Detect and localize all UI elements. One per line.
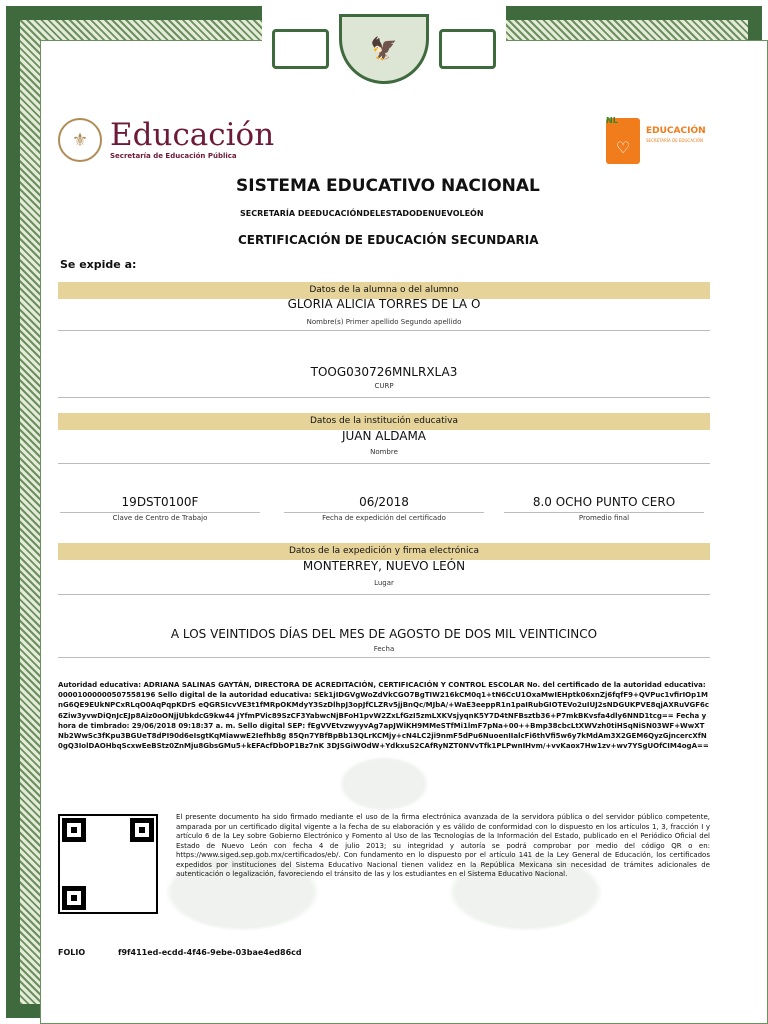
sep-logo-word: Educación [110,117,275,153]
se-expide-label: Se expide a: [60,258,137,271]
ornament-left-icon [272,29,329,69]
sep-emblem-icon: ⚜ [58,118,102,162]
date-label: Fecha [373,645,395,653]
divider [58,463,710,464]
institution-section-band: Datos de la institución educativa [58,413,710,430]
student-name-label: Nombre(s) Primer apellido Segundo apellido [306,318,462,326]
authority-signature-block: Autoridad educativa: ADRIANA SALINAS GAYTÁN, DIRECTORA DE ACREDITACIÓN, CERTIFICACIÓN Y CONTROL ESCOLAR No. del certificado de la autoridad educativa: 00001000000507558196 Sello digital de la autoridad educativa: SEk1jIDGVgWoZdVkCGO7BgTIW216kCM0q1+tN6CcU1OxaMwIEHptk06xnZj6fqfF9+QVPuc1vfirIOp1MnG6QE9EUkNPCxRLqO0AqPqpKDrS eQGRSIcvVE3t1fMRpOKMdyY3SzDlhpJ3opJfCLZRv5jjBnQc/MJbA/+WaE3eeppR1n1paIRubGIOTEVo2uIUJ2sNDGUKPVE8qjAXRuVGF6c6Ziw3yvwDiQnJcEJp8Aiz0oONjjUbkdcG9kw44 jYfmPVic89SzCF3YabwcNjBFoH1pvW2ZxLfGzI5zmLXKVsjyqnK5Y7D4tNFBsztb36+P7mkBKvsfa4dly6NND1tcg== Fecha y hora de timbrado: 29/06/2018 09:18:37 a. m. Sello digital SEP: fEgVVEtvzwyyvAg7apJWiKH9MMeSTfMi1lmF7pNa+00++Bmp38cbcLtXWVzh0tiHSqNiSN03WF+WwXTNb2WwSc3fKpu3BGUeT8dPI90d6eIsgtKqMiawwE2Iefhb8g 85Qn7YBfBpBb13QLrKCMjy+cN4LC2ji9nmF5dPu6NuoenIIalcFi6thVfi5w6y7kMdAm3X2GEM6QyzGjncercXfN0gQ3IolDAOHbqScxwEeBStz0ZnMju8GbsGMu5+kEFAcfDbOP1Bz7nK 3DJSGiWOdW+YdkxuS2CAfRyNZT0NVvTfk1PLPwnIHvm/+vvKaox7Hw1zv+wv7YSgUOfCIM4ogA== [58,681,710,751]
curp-label: CURP [374,382,394,390]
divider [58,594,710,595]
divider [58,330,710,331]
cct-value: 19DST0100F [121,495,199,509]
fecha-value: 06/2018 [359,495,409,509]
national-seal [262,4,506,94]
cct-block [60,495,260,522]
nl-tag: NL [606,116,618,125]
sep-logo-subtitle: Secretaría de Educación Pública [110,152,237,160]
nl-logo-title: EDUCACIÓN [646,126,706,136]
fecha-block [284,495,484,522]
promedio-value: 8.0 OCHO PUNTO CERO [532,495,676,509]
expedition-section-band: Datos de la expedición y firma electrónica [58,543,710,560]
folio-label: FOLIO [58,948,86,957]
document-title: SISTEMA EDUCATIVO NACIONAL [236,176,540,196]
divider [58,397,710,398]
nl-badge-icon: NL ♡ [606,118,640,164]
institution-name: JUAN ALDAMA [341,429,427,443]
student-section-band: Datos de la alumna o del alumno [58,282,710,299]
certification-title: CERTIFICACIÓN DE EDUCACIÓN SECUNDARIA [238,233,539,247]
divider [58,657,710,658]
secretaria-line: SECRETARÍA DEEDUCACIÓNDELESTADODENUEVOLEÓN [240,209,484,218]
nl-logo-small: SECRETARÍA DE EDUCACIÓN [646,138,703,143]
folio-value: f9f411ed-ecdd-4f46-9ebe-03bae4ed86cd [118,948,302,957]
qr-finder-icon [62,818,86,842]
date-text: A LOS VEINTIDOS DÍAS DEL MES DE AGOSTO DE DOS MIL VEINTICINCO [170,627,598,641]
eagle-seal-icon: 🦅 [339,14,430,84]
qr-finder-icon [130,818,154,842]
nl-education-logo [606,118,716,164]
promedio-label: Promedio final [504,512,704,522]
curp-value: TOOG030726MNLRXLA3 [310,365,458,379]
cct-label: Clave de Centro de Trabajo [60,512,260,522]
student-name: GLORIA ALICIA TORRES DE LA O [287,297,481,311]
qr-finder-icon [62,886,86,910]
fecha-label: Fecha de expedición del certificado [284,512,484,522]
place-label: Lugar [374,579,394,587]
promedio-block [504,495,704,522]
qr-code-icon[interactable] [58,814,158,914]
institution-name-label: Nombre [370,448,398,456]
ornament-right-icon [439,29,496,69]
legal-text: El presente documento ha sido firmado mediante el uso de la firma electrónica avanzada de la servidora pública o del servidor público competente, amparada por un certificado digital vigente a la fecha de su elaboración y es válido de conformidad con lo dispuesto en los artículos 1, 3, fracción I y artículo 6 de la Ley sobre Gobierno Electrónico y Fomento al Uso de las Tecnologías de la Información del Estado, publicado en el Periódico Oficial del Estado de Nuevo León con fecha 4 de julio 2013; su integridad y autoría se podrá comprobar por medio del código QR o en: https://www.siged.sep.gob.mx/certificados/eb/. Con fundamento en lo dispuesto por el artículo 141 de la Ley General de Educación, los certificados expedidos por instituciones del Sistema Educativo Nacional tienen validez en la República Mexicana sin necesidad de trámites adicionales de autenticación o legalización, favoreciendo el tránsito de las y los estudiantes en el Sistema Educativo Nacional. [176,813,710,878]
place-value: MONTERREY, NUEVO LEÓN [302,559,466,573]
sep-logo [58,118,274,162]
